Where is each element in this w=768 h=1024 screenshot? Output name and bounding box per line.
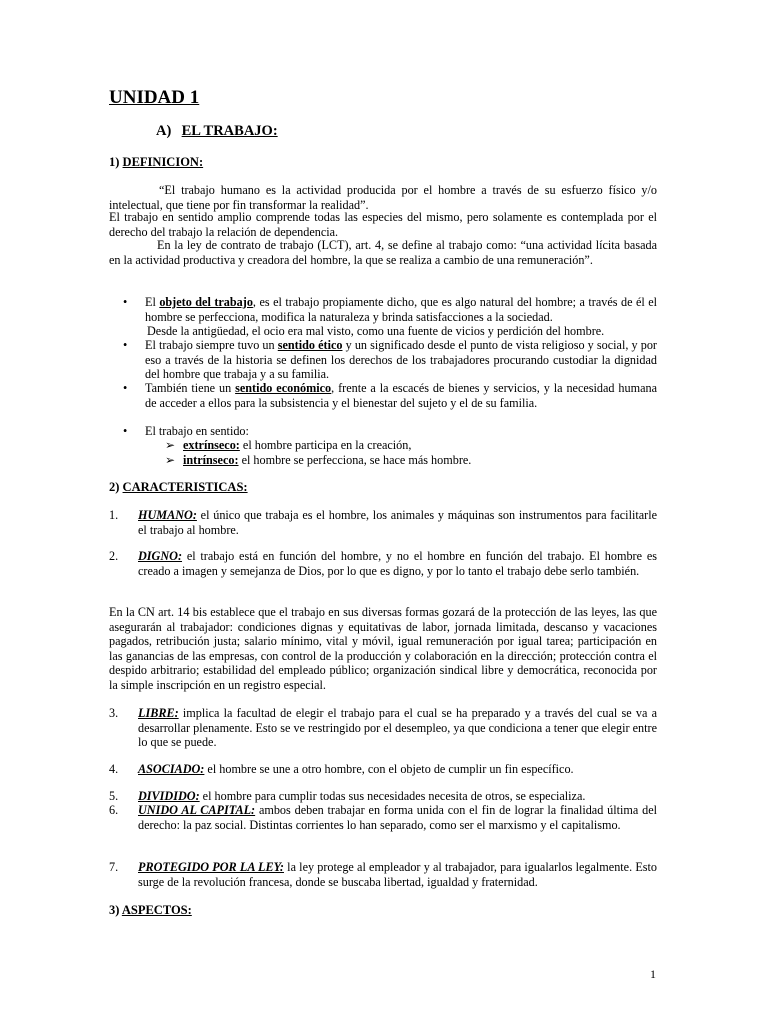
heading-definicion xyxy=(109,155,203,170)
heading-aspectos xyxy=(109,903,192,918)
sentido-intrinseco: intrínseco: el hombre se perfecciona, se hace más hombre. xyxy=(183,453,472,467)
item-number: 6. xyxy=(109,803,119,817)
heading-number: 3) xyxy=(109,903,120,917)
bullet-marker: • xyxy=(123,381,128,395)
page-title: UNIDAD 1 xyxy=(109,87,200,108)
bullet-sentido: El trabajo en sentido: xyxy=(145,424,249,438)
definition-paragraph-1: El trabajo en sentido amplio comprende todas las especies del mismo, pero solamente es contemplada por el derecho del trabajo la relación de dependencia. xyxy=(109,210,657,239)
caracteristica-asociado: ASOCIADO: el hombre se une a otro hombre, con el objeto de cumplir un fin específico. xyxy=(138,762,574,776)
page-number: 1 xyxy=(650,967,656,981)
sentido-extrinseco: extrínseco: el hombre participa en la creación, xyxy=(183,438,412,452)
section-heading-a xyxy=(156,124,278,139)
definition-paragraph-2: En la ley de contrato de trabajo (LCT), art. 4, se define al trabajo como: “una actividad lícita basada en la actividad productiva y creadora del hombre, la que se realiza a cambio de una remuneración”. xyxy=(109,238,657,267)
item-number: 2. xyxy=(109,549,119,563)
item-number: 4. xyxy=(109,762,119,776)
arrow-marker: ➢ xyxy=(165,438,176,452)
caracteristica-humano: HUMANO: el único que trabaja es el hombre, los animales y máquinas son instrumentos para facilitarle el trabajo al hombre. xyxy=(138,508,657,537)
arrow-marker: ➢ xyxy=(165,453,176,467)
item-number: 5. xyxy=(109,789,119,803)
term-economico: sentido económico xyxy=(235,381,332,395)
caracteristica-unido-capital: UNIDO AL CAPITAL: ambos deben trabajar en forma unida con el fin de lograr la finalidad última del derecho: la paz social. Distintas corrientes lo han separado, como ser el marxismo y el capitalismo. xyxy=(138,803,657,832)
item-number: 7. xyxy=(109,860,119,874)
heading-label: CARACTERISTICAS: xyxy=(122,480,248,494)
bullet-objeto: El objeto del trabajo, es el trabajo propiamente dicho, que es algo natural del hombre; a través de él el hombre se perfecciona, modifica la naturaleza y brinda satisfacciones a la sociedad. xyxy=(145,295,658,324)
item-number: 3. xyxy=(109,706,119,720)
caracteristica-digno: DIGNO: el trabajo está en función del hombre, y no el hombre en función del trabajo. El hombre es creado a imagen y semejanza de Dios, por lo que es digno, y por lo tanto el trabajo debe serlo también. xyxy=(138,549,657,578)
term-etico: sentido ético xyxy=(277,338,343,352)
bullet-economico: También tiene un sentido económico, frente a la escacés de bienes y servicios, y la necesidad humana de acceder a ellos para la subsistencia y el bienestar del sujeto y el de su familia. xyxy=(145,381,657,410)
bullet-marker: • xyxy=(123,295,128,309)
definition-quote: “El trabajo humano es la actividad producida por el hombre a través de su esfuerzo físico y/o intelectual, que tiene por fin transformar la realidad”. xyxy=(109,183,657,212)
section-letter: A) xyxy=(156,123,172,139)
caracteristica-dividido: DIVIDIDO: el hombre para cumplir todas sus necesidades necesita de otros, se especializa. xyxy=(138,789,586,803)
caracteristica-protegido: PROTEGIDO POR LA LEY: la ley protege al empleador y al trabajador, para igualarlos legalmente. Esto surge de la revolución francesa, donde se buscaba libertad, igualdad y fraternidad. xyxy=(138,860,658,889)
caracteristica-libre: LIBRE: implica la facultad de elegir el trabajo para el cual se ha preparado y a través del cual se va a desarrollar plenamente. Esto se ve restringido por el desempleo, ya que condiciona a tener que elegir entre lo que se puede. xyxy=(138,706,657,749)
heading-label: DEFINICION: xyxy=(122,155,204,169)
term-objeto: objeto del trabajo xyxy=(159,295,253,309)
section-label: EL TRABAJO: xyxy=(181,123,278,139)
cn-paragraph: En la CN art. 14 bis establece que el trabajo en sus diversas formas gozará de la protección de las leyes, las que asegurarán al trabajador: condiciones dignas y equitativas de labor, jornada limitada, descanso y vacaciones pagados, retribución justa; salario mínimo, vital y móvil, igual remuneración por igual tarea; participación en las ganancias de las empresas, con control de la producción y colaboración en la dirección; protección contra el despido arbitrario; estabilidad del empleado público; organización sindical libre y democrática, reconocida por la simple inscripción en un registro especial. xyxy=(109,605,657,692)
bullet-objeto-extra: Desde la antigüedad, el ocio era mal visto, como una fuente de vicios y perdición del hombre. xyxy=(147,324,605,338)
bullet-etico: El trabajo siempre tuvo un sentido ético y un significado desde el punto de vista religioso y social, y por eso a través de la historia se definen los derechos de los trabajadores procurando custodiar la dignidad del hombre que trabaja y a su familia. xyxy=(145,338,657,381)
bullet-marker: • xyxy=(123,424,128,438)
heading-label: ASPECTOS: xyxy=(121,903,192,917)
heading-number: 2) xyxy=(109,480,120,494)
bullet-marker: • xyxy=(123,338,128,352)
heading-number: 1) xyxy=(109,155,120,169)
heading-caracteristicas xyxy=(109,480,248,495)
item-number: 1. xyxy=(109,508,119,522)
